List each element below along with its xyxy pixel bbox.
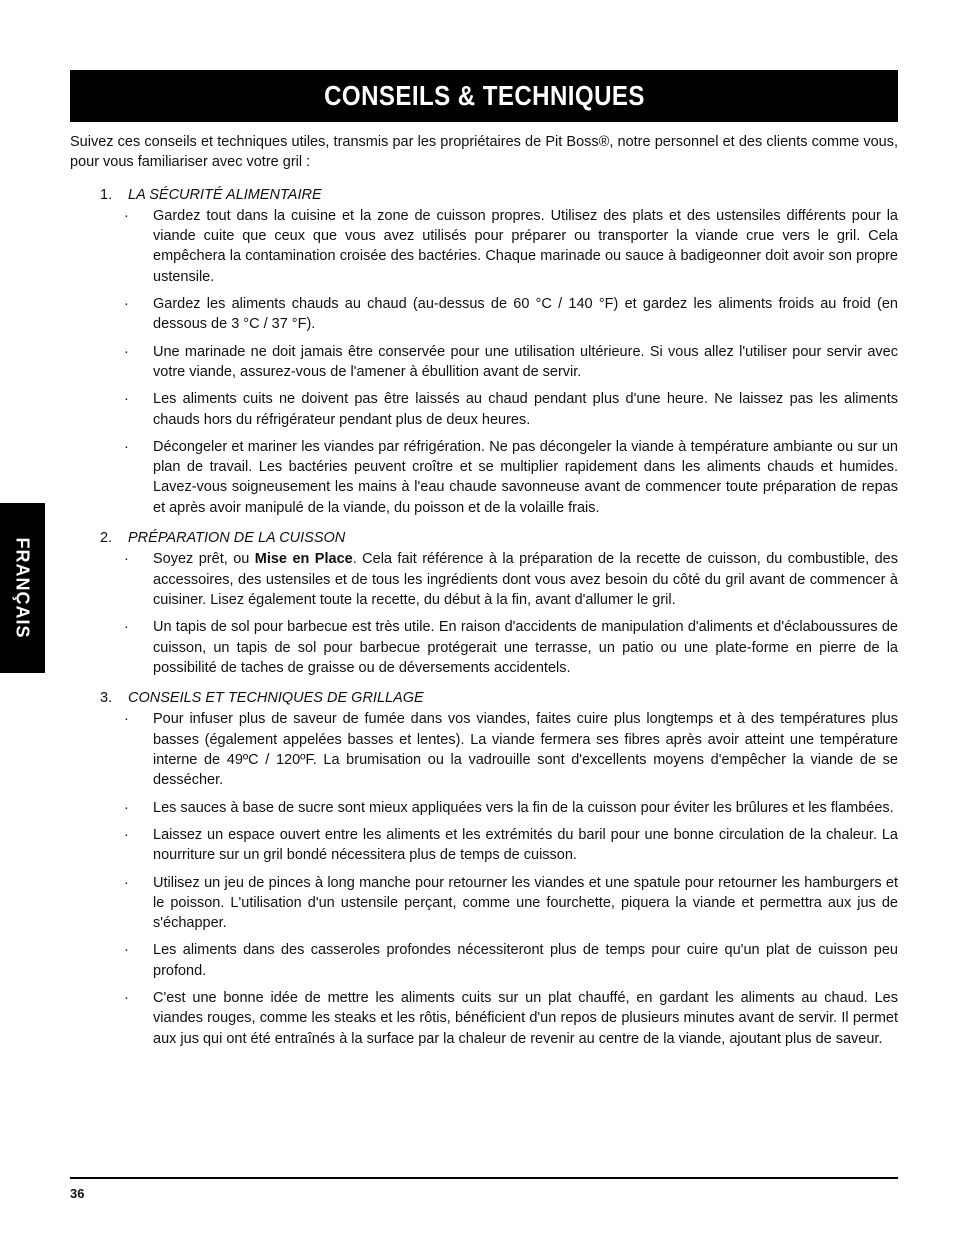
bullet-text: Un tapis de sol pour barbecue est très utile. En raison d'accidents de manipulation d'aliments et d'éclaboussures de cuisson, un tapis de sol pour barbecue protégerait une terrasse, un patio ou une plate-forme en pierre de la possibilité de taches de graisse ou de déversements accidentels. <box>153 619 898 676</box>
bullet-dot: · <box>124 711 129 728</box>
footer-rule <box>70 1177 898 1179</box>
bullet-text: Les aliments dans des casseroles profondes nécessiteront plus de temps pour cuire qu'un plat de cuisson peu profond. <box>153 942 898 979</box>
bullet-dot: · <box>124 989 129 1006</box>
section <box>70 528 898 678</box>
bullet-text: Laissez un espace ouvert entre les aliments et les extrémités du baril pour une bonne circulation de la chaleur. La nourriture sur un gril bondé nécessitera plus de temps de cuisson. <box>153 826 898 864</box>
bullet-text: C'est une bonne idée de mettre les aliments cuits sur un plat chauffé, en gardant les aliments au chaud. Les viandes rouges, comme les steaks et les rôtis, bénéficient d'un repos de plusieurs minutes avant de servir. Il permet aux jus qui ont été entraînés à la surface par la chaleur de revenir au centre de la viande, ajoutant plus de saveur. <box>153 989 898 1047</box>
bullet-item <box>70 294 898 335</box>
bullet-dot: · <box>124 942 129 959</box>
bullet-dot: · <box>124 826 129 843</box>
bullet-item <box>70 617 898 678</box>
bullet-item <box>70 342 898 383</box>
bullet-text-part: . Cela fait référence à la préparation de la recette de cuisson, du combustible, des accessoires, des ustensiles et de tous les ingrédients dont vous avez besoin du côté du gril avant de commencer à cuisiner. Lisez également toute la recette, du début à la fin, avant d'allumer le gril. <box>153 551 898 608</box>
bullet-item <box>70 988 898 1049</box>
bullet-text: Utilisez un jeu de pinces à long manche pour retourner les viandes et une spatule pour retourner les hamburgers et le poisson. L'utilisation d'un ustensile perçant, comme une fourchette, piquera la viande et permettra aux jus de s'échapper. <box>153 874 898 932</box>
page-number: 36 <box>70 1186 85 1201</box>
section-number: 3. <box>100 690 113 707</box>
bullet-dot: · <box>124 619 129 636</box>
bullet-text: Une marinade ne doit jamais être conservée pour une utilisation ultérieure. Si vous allez l'utiliser pour servir avec votre viande, assurez-vous de l'amener à ébullition avant de servir. <box>153 343 898 380</box>
section-number: 1. <box>100 186 113 203</box>
bullet-item <box>70 709 898 790</box>
bullet-item <box>70 873 898 934</box>
bullet-dot: · <box>124 874 129 891</box>
bullet-item <box>70 389 898 430</box>
bullet-dot: · <box>124 438 129 455</box>
bullet-text: Gardez tout dans la cuisine et la zone de cuisson propres. Utilisez des plats et des ustensiles différents pour la viande cuite que ceux que vous avez utilisés pour préparer ou transporter la viande crue vers le gril. Cela empêchera la contamination croisée des bactéries. Chaque marinade ou sauce à badigeonner doit avoir son propre ustensile. <box>153 207 898 285</box>
section-title: CONSEILS ET TECHNIQUES DE GRILLAGE <box>128 690 424 707</box>
bullet-text: Les aliments cuits ne doivent pas être laissés au chaud pendant plus d'une heure. Ne laissez pas les aliments chauds hors du réfrigérateur pendant plus de deux heures. <box>153 391 898 428</box>
section-title: LA SÉCURITÉ ALIMENTAIRE <box>128 186 322 203</box>
bullet-item <box>70 549 898 610</box>
bullet-item <box>70 437 898 518</box>
bullet-dot: · <box>124 551 129 568</box>
bullet-dot: · <box>124 799 129 816</box>
section-heading <box>70 528 898 548</box>
bullet-item <box>70 798 898 818</box>
section-heading <box>70 185 898 205</box>
sections-list <box>70 185 898 1049</box>
title-banner <box>70 70 898 122</box>
section-title: PRÉPARATION DE LA CUISSON <box>128 530 346 547</box>
bullet-item <box>70 825 898 866</box>
bullet-text: Décongeler et mariner les viandes par réfrigération. Ne pas décongeler la viande à température ambiante ou sur un plan de travail. Les bactéries peuvent croître et se multiplier rapidement dans les aliments chauds et humides. Lavez-vous soigneusement les mains à l'eau chaude savonneuse avant de commencer toute préparation de repas et après avoir manipulé de la viande, du poisson et de la volaille frais. <box>153 438 898 516</box>
bullet-text-part: Soyez prêt, ou <box>153 551 255 568</box>
bullet-dot: · <box>124 207 129 224</box>
language-side-tab <box>0 503 45 673</box>
page-content <box>70 132 898 1059</box>
section-number: 2. <box>100 530 113 547</box>
bullet-dot: · <box>124 391 129 408</box>
bullet-item <box>70 206 898 287</box>
intro-paragraph: Suivez ces conseils et techniques utiles, transmis par les propriétaires de Pit Boss®, notre personnel et des clients comme vous, pour vous familiariser avec votre gril : <box>70 134 898 171</box>
bullet-text: Gardez les aliments chauds au chaud (au-dessus de 60 °C / 140 °F) et gardez les aliments froids au froid (en dessous de 3 °C / 37 °F). <box>153 296 898 333</box>
bullet-dot: · <box>124 296 129 313</box>
page-title: CONSEILS & TECHNIQUES <box>323 80 645 111</box>
bullet-text: Pour infuser plus de saveur de fumée dans vos viandes, faites cuire plus longtemps et à des températures plus basses (également appelées basses et lentes). La viande fermera ses fibres après avoir atteint une température interne de 49ºC / 120ºF. La brumisation ou la vadrouille sont d'excellents moyens d'empêcher la viande de se dessécher. <box>153 711 898 789</box>
section-heading <box>70 688 898 708</box>
bullet-dot: · <box>124 343 129 360</box>
bold-term: Mise en Place <box>254 551 353 568</box>
section <box>70 185 898 518</box>
bullet-item <box>70 940 898 981</box>
bullet-text <box>153 549 898 610</box>
language-tab-label: FRANÇAIS <box>12 537 33 639</box>
bullet-text: Les sauces à base de sucre sont mieux appliquées vers la fin de la cuisson pour éviter les brûlures et les flambées. <box>153 799 894 816</box>
section <box>70 688 898 1049</box>
